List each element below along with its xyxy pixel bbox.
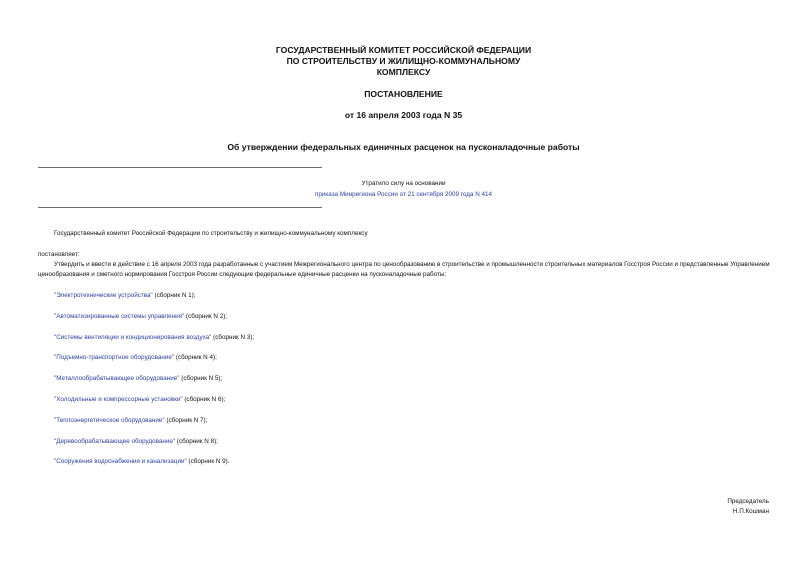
collection-suffix: (сборник N 1); [152, 292, 196, 299]
list-item [54, 353, 254, 374]
collections-list [54, 291, 254, 478]
committee-paragraph: Государственный комитет Российской Федерации по строительству и жилищно-коммунальному комплексу [54, 230, 368, 237]
void-note-text: Утратило силу на основании [361, 180, 446, 187]
list-item [54, 395, 254, 416]
signature-role: Председатель [727, 498, 769, 505]
collection-suffix: (сборник N 8); [175, 437, 218, 445]
collection-link[interactable]: "Холодильные и компрессорные установки" [54, 395, 183, 403]
collection-link[interactable]: "Металлообрабатывающее оборудование" [54, 375, 180, 383]
divider-bottom [38, 207, 322, 208]
list-item [54, 291, 254, 312]
collection-link[interactable]: "Системы вентиляции и кондиционирования воздуха" [54, 333, 212, 341]
collection-suffix: (сборник N 4); [174, 354, 217, 362]
collection-suffix: (сборник N 5); [179, 375, 223, 383]
collection-link[interactable]: "Теплоэнергетическое оборудование" [54, 416, 165, 424]
collection-link[interactable]: "Подъемно-транспортное оборудование" [54, 354, 175, 362]
signature-name: Н.П.Кошман [732, 508, 769, 515]
main-paragraph: Утвердить и ввести в действие с 16 апреля 2003 года разработанные с участием Межрегионального центра по ценообразованию в строительстве и промышленности строительных материалов Госстроя России и представленные Управлением ценообразования и сметного нормирования Госстроя России следующие федеральные единичные расценки на пусконаладочные работы: [38, 261, 770, 278]
decree-date: от 16 апреля 2003 года N 35 [344, 110, 463, 120]
document-header [0, 45, 807, 78]
divider-top [38, 167, 322, 168]
void-note-link[interactable]: приказа Минрегиона России от 21 сентября 2009 года N 414 [314, 191, 493, 198]
decree-type: ПОСТАНОВЛЕНИЕ [364, 89, 443, 99]
collection-suffix: (сборник N 3); [211, 333, 255, 341]
collection-link[interactable]: "Сооружения водоснабжения и канализации" [54, 458, 187, 466]
list-item [54, 457, 254, 478]
list-item [54, 416, 254, 437]
collection-suffix: (сборник N 7); [164, 416, 208, 424]
resolved-paragraph: постановляет: [38, 251, 80, 258]
list-item [54, 437, 254, 458]
collection-link[interactable]: "Деревообрабатывающее оборудование" [54, 437, 176, 445]
collection-suffix: (сборник N 2); [184, 312, 228, 320]
collection-link[interactable]: "Электротехнические устройства" [54, 292, 153, 299]
header-line: ГОСУДАРСТВЕННЫЙ КОМИТЕТ РОССИЙСКОЙ ФЕДЕРАЦИИ [275, 45, 532, 55]
list-item [54, 333, 254, 354]
header-line: ПО СТРОИТЕЛЬСТВУ И ЖИЛИЩНО-КОММУНАЛЬНОМУ [286, 56, 521, 66]
collection-link[interactable]: "Автоматизированные системы управления" [54, 312, 185, 320]
list-item [54, 374, 254, 395]
collection-suffix: (сборник N 6); [182, 395, 226, 403]
decree-subject: Об утверждении федеральных единичных расценок на пусконаладочные работы [227, 142, 580, 152]
list-item [54, 312, 254, 333]
collection-suffix: (сборник N 9). [186, 458, 230, 466]
header-line: КОМПЛЕКСУ [376, 67, 431, 77]
